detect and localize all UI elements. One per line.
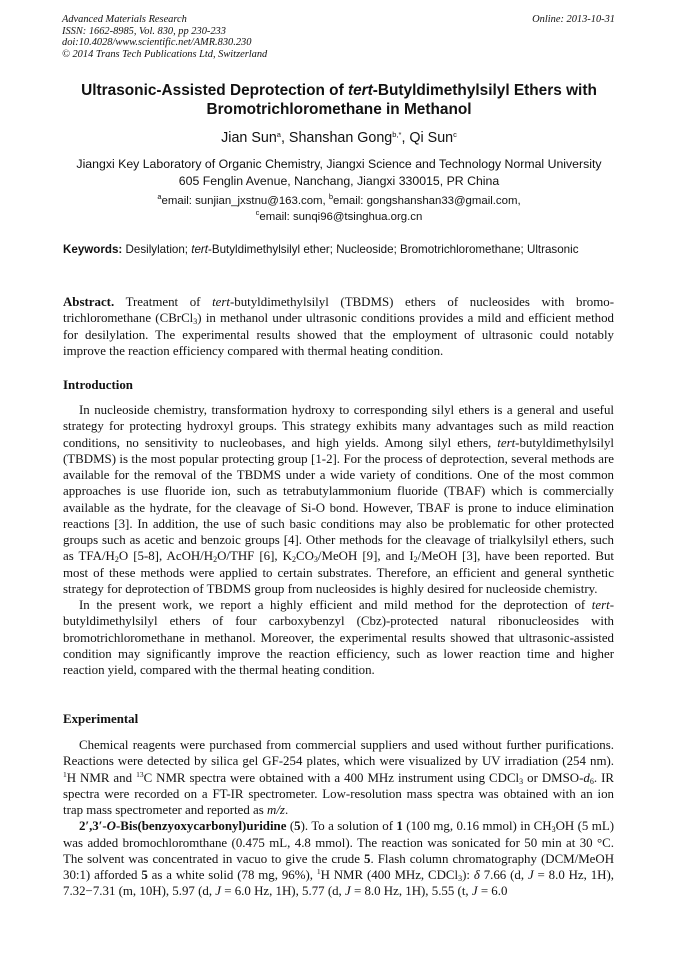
subscript: 6 [589,776,594,786]
email-marker: b [328,192,334,201]
text: = 8.0 Hz, 1H), 7.32−7.31 (m, 10H), 5.97 (d, [63,868,614,899]
text-italic: J [345,884,351,899]
text-italic: tert [497,435,516,450]
text-italic: m/z [267,803,285,817]
author-name: Jian Sun [221,130,277,146]
email-a: email: sunjian_jxstnu@163.com, [161,195,329,207]
copyright: © 2014 Trans Tech Publications Ltd, Switzerland [62,48,268,60]
text: 7.66 (d, [479,868,528,882]
online-date: Online: 2013-10-31 [532,14,615,25]
title-part: -Butyldimethylsilyl Ethers with [372,82,597,99]
compound-number: 5 [364,851,371,866]
text: /MeOH [3], have been reported. But most of these methods were applied to certain substrates. Therefore, an efficient and general synthetic strategy for deprotection of TBDMS group from nucleosides is highly desired for nucleoside chemistry. [63,549,614,596]
text: ( [286,819,295,834]
introduction-body [63,402,614,678]
superscript: 13 [136,769,144,779]
paragraph [63,737,614,818]
text: Treatment of [114,295,213,309]
title-italic: tert [347,82,373,99]
paragraph [63,402,614,597]
text: -butyldimethylsilyl ethers of four carboxybenzyl (Cbz)-protected natural ribonucleosides with bromotrichloromethane in methanol. Moreover, the experimental results showed that ultrasonic-assisted condition may significantly improve the reaction efficiency, such as lower reaction time and higher reaction yield, compared with the thermal heating condition. [63,598,614,677]
text-italic: d [583,770,590,785]
keyword: -Butyldimethylsilyl ether; Nucleoside; Bromotrichloromethane; Ultrasonic [208,243,579,256]
affiliation-line: 605 Fenglin Avenue, Nanchang, Jiangxi 330015, PR China [178,174,500,188]
separator: , [280,130,289,146]
compound-name-italic: O [106,819,116,834]
text: ) in methanol under ultrasonic conditions provides a mild and efficient method for desilylation. The experimental results showed that the employment of ultrasonic could notably improve the reaction efficiency compared with thermal heating condition. [63,311,615,358]
affiliation [0,156,678,190]
experimental-body [63,737,614,900]
text: OH (5 mL) was added bromochloromthane (0.475 mL, 4.8 mmol). The reaction was sonicated for 50 min at 30 °C. The solvent was concentrated in vacuo to give the crude [63,819,614,866]
keyword-italic: tert [191,243,208,256]
email-marker: a [157,192,162,201]
author-name: Shanshan Gong [288,130,393,146]
text: O/THF [6], K [217,549,292,564]
keyword: Desilylation; [122,243,192,256]
keywords [63,242,615,259]
text: ): [462,868,474,882]
text: C NMR spectra were obtained with a 400 MHz instrument using CDCl [143,770,520,785]
text-italic: tert [212,295,230,309]
subscript: 2 [114,555,119,565]
section-heading-experimental: Experimental [63,712,139,726]
journal-name: Advanced Materials Research [62,14,187,25]
email-c: email: sunqi96@tsinghua.org.cn [259,211,423,223]
author-list [0,130,678,146]
compound-number: 5 [141,868,148,882]
author-marker: a [276,130,281,139]
text: O [5-8], AcOH/H [118,549,214,564]
text: In the present work, we report a highly efficient and mild method for the deprotection of [79,598,592,612]
author-marker: c [453,130,457,139]
text: or DMSO- [523,770,584,785]
text: = 8.0 Hz, 1H), 5.55 (t, [350,884,472,899]
text-italic: J [215,884,222,899]
text-italic: δ [473,868,480,882]
text: /MeOH [9], and I [317,549,414,564]
compound-name: -Bis(benzyoxycarbonyl)uridine [115,819,287,834]
superscript: 1 [316,867,321,876]
text: -butyldimethylsilyl (TBDMS) is the most popular protecting group [1-2]. For the process of deprotection, several methods are available for the removal of the TBDMS under a wide variety of conditions. One of the most common approaches is use fluoride ion, such as tetrabutylammonium fluoride (TBAF) which is commercially available as the hydrate, for the cleavage of Si-O bond. However, TBAF is prone to induce elimination reactions [3]. In addition, the use of such basic conditions may also be problematic for other protected groups such as acetic and benzoic groups [4]. Other methods for the cleavage of trialkylsilyl ethers, such as TFA/H [63,435,614,564]
compound-number: 5 [294,819,301,834]
text: as a white solid (78 mg, 96%), [147,868,317,882]
text: In nucleoside chemistry, transformation hydroxy to corresponding silyl ethers is a general and useful strategy for protecting hydroxyl groups. This strategy exhibits many advantages such as mild reaction conditions, no sensitivity to nucleobases, and high yields. Among silyl ethers, [63,403,614,450]
text: CO [296,549,314,564]
text: . [284,803,289,817]
text: -butyldimethylsilyl (TBDMS) ethers of nucleosides with bromo-trichloromethane (CBrCl [63,295,614,326]
affiliation-line: Jiangxi Key Laboratory of Organic Chemistry, Jiangxi Science and Technology Normal University [76,157,602,171]
paragraph [63,597,614,678]
text: ). To a solution of [300,819,397,834]
author-name: Qi Sun [409,130,454,146]
subscript: 3 [313,555,318,565]
abstract [63,294,614,359]
subscript: 3 [193,317,198,327]
subscript: 2 [413,555,418,565]
text: H NMR (400 MHz, CDCl [320,868,459,882]
keywords-label: Keywords: [63,243,123,256]
paper-title [50,81,628,119]
journal-header [62,14,615,60]
compound-name: 2′,3′- [79,819,107,834]
issn: ISSN: 1662-8985, Vol. 830, pp 230-233 [62,25,226,37]
subscript: 2 [213,555,218,565]
email-marker: c [255,208,260,217]
separator: , [401,130,410,146]
text-italic: tert [591,598,610,612]
text: . IR spectra were recorded on a FT-IR spectrometer. Low-resolution mass spectra was obtained with an ion trap mass spectrometer and reported as [63,770,614,817]
text: H NMR and [66,770,137,785]
text: = 6.0 [477,884,508,899]
doi: doi:10.4028/www.scientific.net/AMR.830.230 [62,37,252,49]
author-emails [0,193,678,225]
text: = 6.0 Hz, 1H), 5.77 (d, [221,884,345,899]
text-italic: J [527,868,534,882]
paragraph [63,818,614,899]
subscript: 2 [292,555,296,565]
subscript: 3 [551,825,556,835]
compound-number: 1 [396,819,403,834]
abstract-label: Abstract. [63,295,115,309]
title-line-2: Bromotrichloromethane in Methanol [206,101,472,118]
section-heading-introduction: Introduction [63,378,133,392]
superscript: 1 [63,769,67,779]
email-b: email: gongshanshan33@gmail.com, [333,195,521,207]
subscript: 3 [519,776,524,786]
text: (100 mg, 0.16 mmol) in CH [402,819,552,834]
text: . Flash column chromatography (DCM/MeOH 30:1) afforded [63,851,615,882]
author-marker: b,* [392,130,402,139]
subscript: 3 [458,874,463,883]
text: Chemical reagents were purchased from commercial suppliers and used without further purifications. Reactions were detected by silica gel GF-254 plates, which were visualized by UV irradiation (254 nm). [63,738,614,769]
title-part: Ultrasonic-Assisted Deprotection of [81,82,348,99]
text-italic: J [471,884,478,899]
